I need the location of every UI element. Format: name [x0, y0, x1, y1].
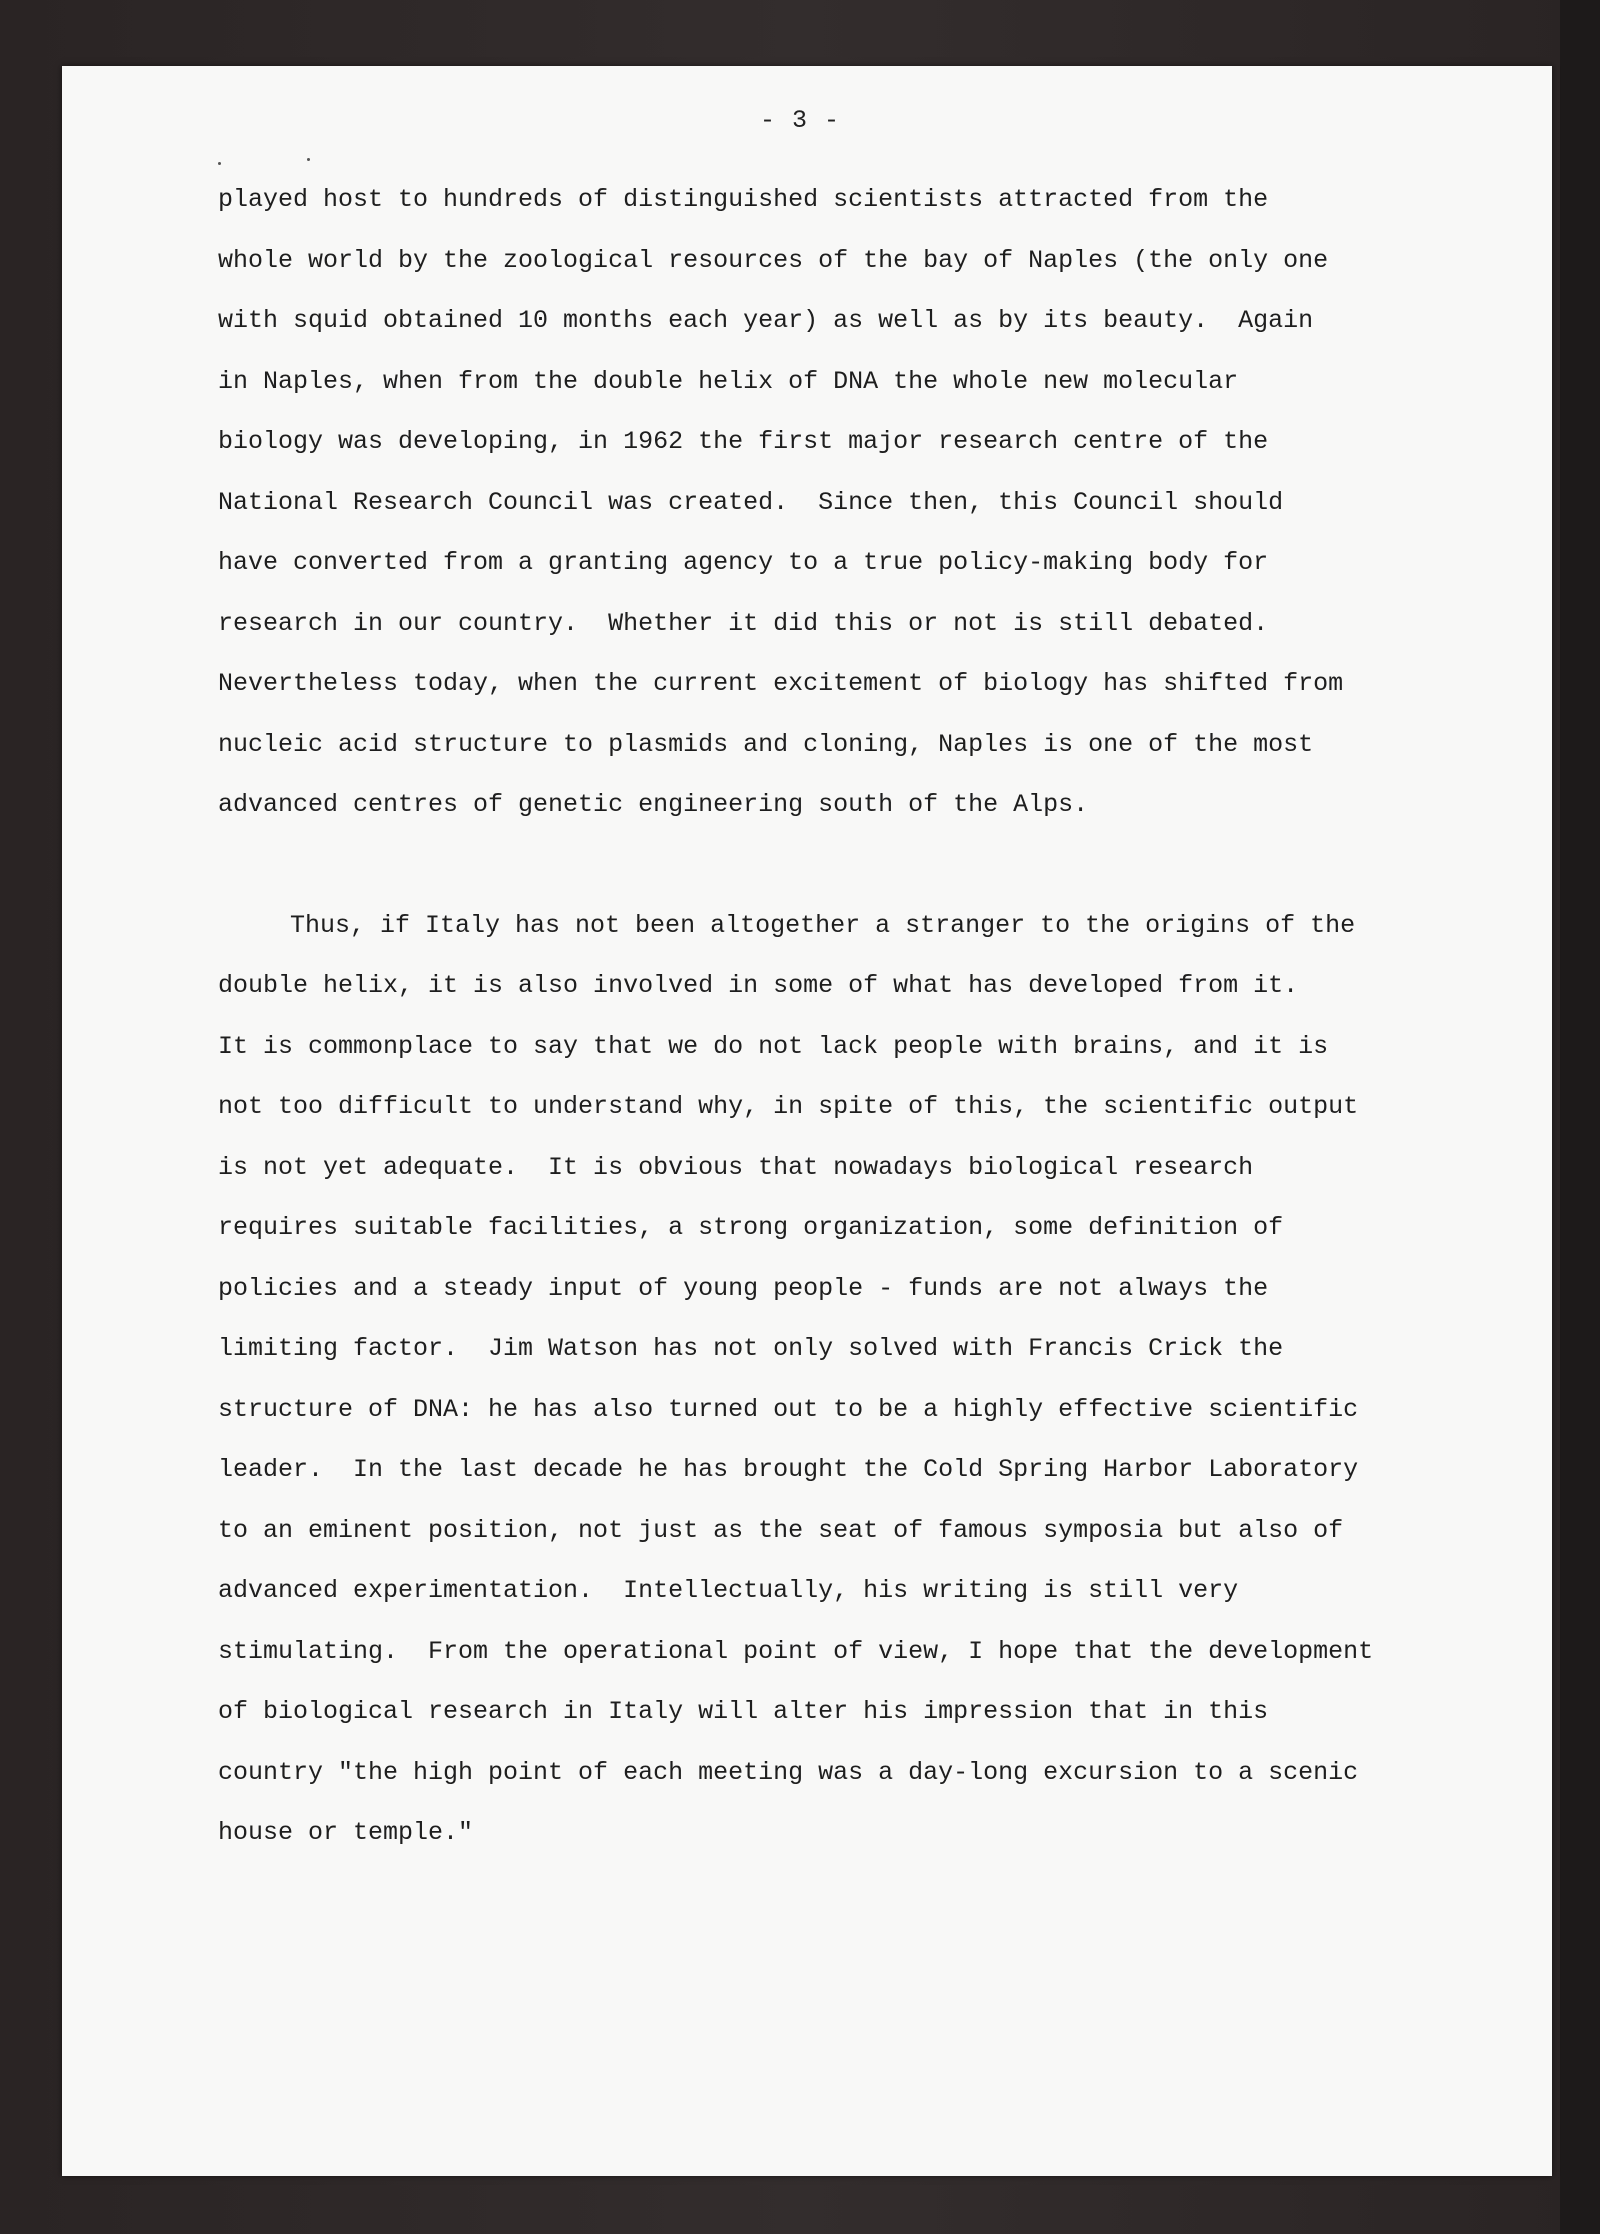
text-line: Thus, if Italy has not been altogether a stranger to the origins of the: [290, 910, 1356, 940]
paper-speck: [307, 158, 310, 161]
text-line: advanced experimentation. Intellectually, his writing is still very: [218, 1576, 1239, 1605]
page-number: - 3 -: [759, 106, 840, 135]
paragraph-1: [218, 170, 1458, 836]
text-line: nucleic acid structure to plasmids and cloning, Naples is one of the most: [218, 729, 1314, 759]
paper-speck: [218, 162, 221, 165]
document-body: [218, 170, 1458, 1864]
text-line: house or temple.": [218, 1818, 474, 1847]
text-line: double helix, it is also involved in some of what has developed from it.: [218, 971, 1299, 1000]
text-line: stimulating. From the operational point of view, I hope that the development: [218, 1636, 1374, 1666]
text-line: played host to hundreds of distinguished scientists attracted from the: [218, 185, 1269, 214]
text-line: limiting factor. Jim Watson has not only solved with Francis Crick the: [218, 1334, 1284, 1363]
text-line: National Research Council was created. Since then, this Council should: [218, 487, 1284, 517]
text-line: is not yet adequate. It is obvious that nowadays biological research: [218, 1152, 1254, 1182]
paragraph-2: [218, 896, 1458, 1864]
text-line: whole world by the zoological resources of the bay of Naples (the only one: [218, 245, 1329, 275]
text-line: requires suitable facilities, a strong organization, some definition of: [218, 1213, 1284, 1242]
text-line: country "the high point of each meeting was a day-long excursion to a scenic: [218, 1757, 1359, 1787]
text-line: structure of DNA: he has also turned out to be a highly effective scientific: [218, 1394, 1359, 1424]
text-line: policies and a steady input of young people - funds are not always the: [218, 1273, 1269, 1303]
paragraph-gap: [218, 836, 1458, 896]
text-line: not too difficult to understand why, in spite of this, the scientific output: [218, 1092, 1359, 1121]
text-line: have converted from a granting agency to a true policy-making body for: [218, 548, 1269, 577]
text-line: in Naples, when from the double helix of DNA the whole new molecular: [218, 366, 1239, 396]
scanner-edge: [1560, 0, 1600, 2234]
text-line: Nevertheless today, when the current excitement of biology has shifted from: [218, 669, 1344, 698]
text-line: leader. In the last decade he has brought the Cold Spring Harbor Laboratory: [218, 1455, 1359, 1484]
text-line: with squid obtained 10 months each year) as well as by its beauty. Again: [218, 306, 1314, 335]
text-line: biology was developing, in 1962 the first major research centre of the: [218, 427, 1269, 456]
text-line: to an eminent position, not just as the seat of famous symposia but also of: [218, 1515, 1344, 1545]
text-line: of biological research in Italy will alter his impression that in this: [218, 1697, 1269, 1726]
text-line: It is commonplace to say that we do not lack people with brains, and it is: [218, 1031, 1329, 1061]
text-line: research in our country. Whether it did this or not is still debated.: [218, 608, 1269, 638]
text-line: advanced centres of genetic engineering south of the Alps.: [218, 790, 1089, 819]
